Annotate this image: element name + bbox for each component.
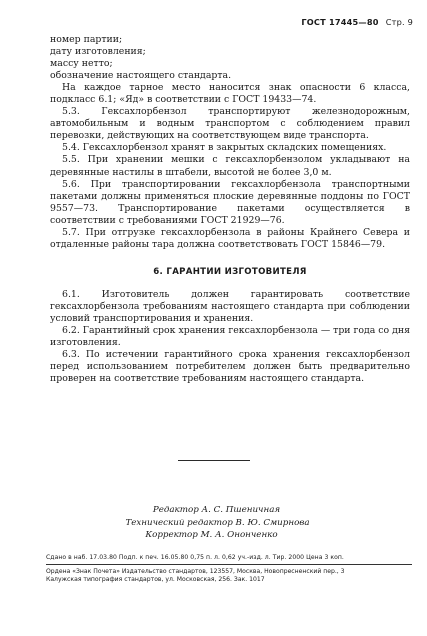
paragraph: 5.3. Гексахлорбензол транспортируют железнодорожным, автомобильным и водным транспортом с соблюдением правил перевозки, действующих на соответствующем виде транспорта.	[50, 106, 410, 142]
editors-block	[0, 504, 427, 542]
publisher-info	[46, 568, 412, 584]
list-item: дату изготовления;	[50, 46, 146, 58]
paragraph: На каждое тарное место наносится знак опасности 6 класса, подкласс 6.1; «Яд» в соответствии с ГОСТ 19433—74.	[50, 82, 410, 106]
section-title: 6. ГАРАНТИИ ИЗГОТОВИТЕЛЯ	[153, 266, 307, 277]
body-text	[50, 34, 410, 385]
page-header	[301, 17, 413, 27]
list-item: массу нетто;	[50, 58, 113, 70]
editor-line: Редактор А. С. Пшеничная	[152, 505, 281, 515]
divider	[178, 460, 250, 461]
page-number: Стр. 9	[385, 17, 413, 27]
proofreader-line: Корректор М. А. Ононченко	[145, 530, 278, 541]
paragraph: 5.6. При транспортировании гексахлорбензола транспортными пакетами должны применяться плоские деревянные поддоны по ГОСТ 9557—73. Транспортирование пакетами осуществляется в соответствии с требованиями ГОСТ 21929—76.	[50, 178, 410, 226]
paragraph: 6.2. Гарантийный срок хранения гексахлорбензола — три года со дня изготовления.	[50, 325, 411, 349]
paragraph: 5.7. При отгрузке гексахлорбензола в районы Крайнего Севера и отдаленные районы тара должна соответствовать ГОСТ 15846—79.	[50, 226, 410, 250]
publisher-line: Ордена «Знак Почета» Издательство стандартов, 123557, Москва, Новопресненский пер., 3	[46, 568, 345, 575]
print-details: Сдано в наб. 17.03.80 Подп. к печ. 16.05.80 0,75 п. л. 0,62 уч.-изд. л. Тир. 2000 Цена 3 коп.	[46, 554, 344, 561]
paragraph: 5.4. Гексахлорбензол хранят в закрытых складских помещениях.	[62, 142, 387, 154]
paragraph: 6.1. Изготовитель должен гарантировать соответствие гексахлорбензола требованиям настоящего стандарта при соблюдении условий транспортирования и хранения.	[50, 288, 410, 324]
divider	[46, 564, 412, 565]
paragraph: 6.3. По истечении гарантийного срока хранения гексахлорбензол перед использованием потребителем должен быть предварительно проверен на соответствие требованиям настоящего стандарта.	[50, 349, 410, 385]
printer-line: Калужская типография стандартов, ул. Московская, 256. Зак. 1017	[46, 576, 265, 584]
standard-number: ГОСТ 17445—80	[301, 17, 379, 27]
tech-editor-line: Технический редактор В. Ю. Смирнова	[125, 517, 310, 528]
list-item: номер партии;	[50, 34, 123, 45]
list-item: обозначение настоящего стандарта.	[50, 70, 232, 82]
paragraph: 5.5. При хранении мешки с гексахлорбензолом укладывают на деревянные настилы в штабели, высотой не более 3,0 м.	[50, 154, 410, 178]
